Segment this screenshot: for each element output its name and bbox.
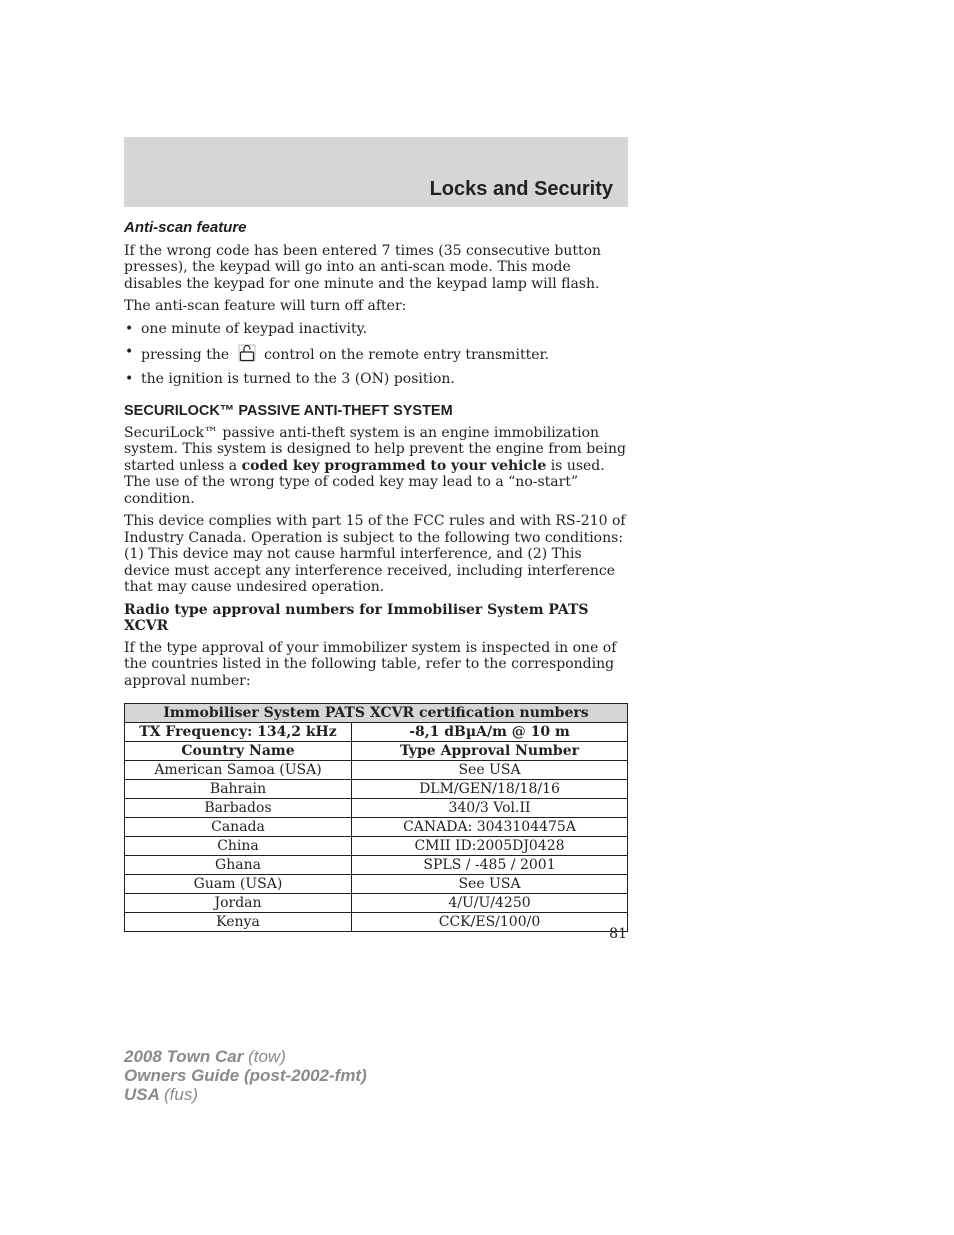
table-row — [125, 894, 628, 913]
bullet-text-post: control on the remote entry transmitter. — [264, 347, 550, 363]
document-footer — [124, 1047, 367, 1104]
approval-number-cell: See USA — [352, 875, 628, 894]
fcc-compliance-paragraph: This device complies with part 15 of the FCC rules and with RS-210 of Industry Canada. Operation is subject to the following two conditions: (1) This device may not cause harmful interference, and (2) This device must accept any interference received, including interference that may cause undesired operation. — [124, 513, 626, 595]
approval-number-cell: 340/3 Vol.II — [352, 799, 628, 818]
footer-model: 2008 Town Car — [124, 1047, 244, 1066]
anti-scan-paragraph: If the wrong code has been entered 7 times (35 consecutive button presses), the keypad will go into an anti-scan mode. This mode disables the keypad for one minute and the keypad lamp will flash. — [124, 242, 602, 292]
bullet-text: the ignition is turned to the 3 (ON) position. — [141, 370, 455, 387]
country-cell: Kenya — [125, 913, 352, 932]
unlock-icon — [238, 344, 256, 362]
country-cell: Jordan — [125, 894, 352, 913]
table-row — [125, 761, 628, 780]
country-cell: Bahrain — [125, 780, 352, 799]
anti-scan-heading: Anti-scan feature — [124, 219, 247, 236]
type-approval-paragraph: If the type approval of your immobilizer system is inspected in one of the countries listed in the following table, refer to the corresponding approval number: — [124, 639, 617, 689]
securilock-text-bold: coded key programmed to your vehicle — [241, 457, 547, 474]
country-cell: American Samoa (USA) — [125, 761, 352, 780]
section-title: Locks and Security — [429, 178, 613, 200]
approval-number-cell: See USA — [352, 761, 628, 780]
column-header-approval: Type Approval Number — [352, 742, 628, 761]
tx-frequency-cell: TX Frequency: 134,2 kHz — [125, 723, 352, 742]
table-row — [125, 837, 628, 856]
bullet-icon: • — [125, 320, 134, 337]
column-header-country: Country Name — [125, 742, 352, 761]
securilock-text-a: SecuriLock™ passive anti-theft system is an engine immobilization system. This system is designed to help prevent the engine from being started unless a — [124, 424, 626, 474]
approval-number-cell: CANADA: 3043104475A — [352, 818, 628, 837]
approval-number-cell: DLM/GEN/18/18/16 — [352, 780, 628, 799]
table-row — [125, 780, 628, 799]
bullet-text-pre: pressing the — [141, 347, 230, 363]
approval-number-cell: SPLS / -485 / 2001 — [352, 856, 628, 875]
country-cell: Guam (USA) — [125, 875, 352, 894]
footer-line-1 — [124, 1047, 367, 1066]
anti-scan-bullet-list — [124, 321, 628, 388]
field-strength-cell: -8,1 dBµA/m @ 10 m — [352, 723, 628, 742]
securilock-text-b: is used. The use of the wrong type of coded key may lead to a “no-start” condition. — [124, 457, 605, 507]
footer-line-3 — [124, 1085, 367, 1104]
country-cell: Ghana — [125, 856, 352, 875]
approval-number-cell: CMII ID:2005DJ0428 — [352, 837, 628, 856]
anti-scan-turn-off-intro: The anti-scan feature will turn off after: — [124, 298, 407, 314]
bullet-icon: • — [125, 370, 134, 387]
page-content — [124, 220, 628, 932]
footer-line-2: Owners Guide (post-2002-fmt) — [124, 1066, 367, 1085]
bullet-icon: • — [125, 344, 134, 360]
page-number: 81 — [609, 926, 627, 942]
footer-market: USA — [124, 1085, 160, 1104]
approval-number-cell: CCK/ES/100/0 — [352, 913, 628, 932]
section-header-band — [124, 137, 628, 207]
table-row — [125, 913, 628, 932]
country-cell: China — [125, 837, 352, 856]
country-cell: Canada — [125, 818, 352, 837]
certification-table — [124, 703, 628, 932]
securilock-heading: SECURILOCK™ PASSIVE ANTI-THEFT SYSTEM — [124, 403, 453, 419]
list-item — [124, 371, 628, 388]
table-row — [125, 875, 628, 894]
list-item — [124, 321, 628, 338]
approval-number-cell: 4/U/U/4250 — [352, 894, 628, 913]
radio-approval-heading: Radio type approval numbers for Immobiliser System PATS XCVR — [124, 601, 589, 634]
list-item — [124, 344, 628, 364]
table-row — [125, 799, 628, 818]
country-cell: Barbados — [125, 799, 352, 818]
table-title: Immobiliser System PATS XCVR certification numbers — [125, 704, 628, 723]
footer-market-code: (fus) — [164, 1085, 198, 1104]
table-row — [125, 856, 628, 875]
footer-model-code: (tow) — [248, 1047, 286, 1066]
certification-table-body — [125, 761, 628, 932]
table-row — [125, 818, 628, 837]
securilock-paragraph — [124, 425, 628, 508]
bullet-text: one minute of keypad inactivity. — [141, 320, 368, 337]
